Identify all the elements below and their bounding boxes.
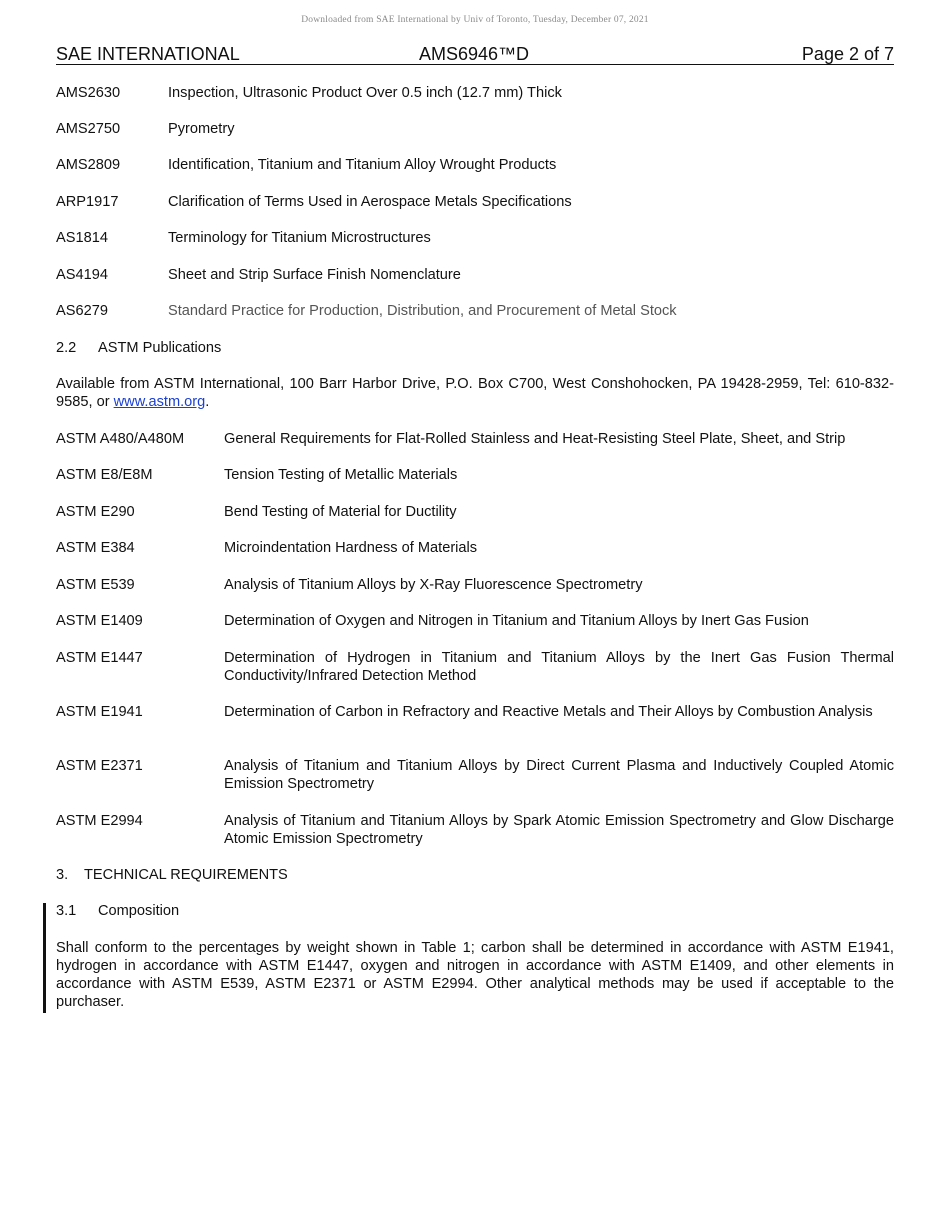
reference-title: Determination of Hydrogen in Titanium and Titanium Alloys by the Inert Gas Fusion Thermal Conductivity/Infrared Detection Method (224, 650, 894, 684)
astm-availability-text: Available from ASTM International, 100 Barr Harbor Drive, P.O. Box C700, West Conshohocken, PA 19428-2959, Tel: 610-832-9585, or (56, 376, 894, 410)
reference-code: ASTM E8/E8M (56, 467, 153, 483)
reference-code: ASTM E539 (56, 577, 135, 593)
section-title: ASTM Publications (98, 340, 222, 356)
reference-code: ARP1917 (56, 194, 119, 210)
reference-title: Analysis of Titanium and Titanium Alloys by Spark Atomic Emission Spectrometry and Glow Discharge Atomic Emission Spectrometry (224, 813, 894, 847)
reference-code: ASTM E1941 (56, 704, 143, 720)
reference-title: Bend Testing of Material for Ductility (224, 504, 457, 520)
reference-title: Pyrometry (168, 121, 235, 137)
section-number: 3.1 (56, 903, 77, 919)
section-number: 3. (56, 867, 69, 883)
header-org: SAE INTERNATIONAL (56, 44, 240, 64)
section-heading-3-1 (56, 902, 179, 920)
reference-title: Determination of Oxygen and Nitrogen in Titanium and Titanium Alloys by Inert Gas Fusion (224, 613, 809, 629)
reference-title: Microindentation Hardness of Materials (224, 540, 478, 556)
reference-code: ASTM E2371 (56, 758, 143, 774)
reference-code: AMS2630 (56, 85, 121, 101)
reference-code: ASTM A480/A480M (56, 431, 185, 447)
reference-title: Analysis of Titanium Alloys by X-Ray Fluorescence Spectrometry (224, 577, 643, 593)
reference-code: AS6279 (56, 303, 108, 319)
reference-title: Identification, Titanium and Titanium Alloy Wrought Products (168, 157, 557, 173)
reference-code: ASTM E1409 (56, 613, 143, 629)
section-heading-3 (56, 866, 288, 884)
astm-website-link[interactable]: www.astm.org (113, 394, 206, 410)
astm-availability-paragraph (56, 375, 894, 411)
section-title: TECHNICAL REQUIREMENTS (84, 867, 288, 883)
section-heading-2-2 (56, 339, 221, 357)
reference-code: AS1814 (56, 230, 108, 246)
reference-title: Clarification of Terms Used in Aerospace Metals Specifications (168, 194, 572, 210)
reference-title: Inspection, Ultrasonic Product Over 0.5 inch (12.7 mm) Thick (168, 85, 562, 101)
astm-availability-end: . (205, 394, 210, 410)
reference-title: Analysis of Titanium and Titanium Alloys by Direct Current Plasma and Inductively Coupled Atomic Emission Spectrometry (224, 758, 894, 792)
reference-title: Sheet and Strip Surface Finish Nomenclature (168, 267, 461, 283)
reference-code: AMS2750 (56, 121, 121, 137)
reference-code: ASTM E1447 (56, 650, 143, 666)
reference-code: ASTM E290 (56, 504, 135, 520)
reference-title: Determination of Carbon in Refractory and Reactive Metals and Their Alloys by Combustion Analysis (224, 704, 873, 720)
reference-title: Standard Practice for Production, Distribution, and Procurement of Metal Stock (168, 303, 677, 319)
page-header (56, 44, 894, 65)
header-doc-id: AMS6946™D (419, 44, 530, 64)
header-page-number: Page 2 of 7 (801, 44, 894, 64)
reference-title: General Requirements for Flat-Rolled Stainless and Heat-Resisting Steel Plate, Sheet, and Strip (224, 431, 846, 447)
reference-code: AMS2809 (56, 157, 121, 173)
reference-code: ASTM E384 (56, 540, 135, 556)
reference-title: Terminology for Titanium Microstructures (168, 230, 431, 246)
reference-code: AS4194 (56, 267, 108, 283)
section-title: Composition (98, 903, 180, 919)
section-number: 2.2 (56, 340, 77, 356)
composition-paragraph: Shall conform to the percentages by weight shown in Table 1; carbon shall be determined in accordance with ASTM E1941, hydrogen in accordance with ASTM E1447, oxygen and nitrogen in accordance with ASTM E1409, and other elements in accordance with ASTM E539, ASTM E2371 or ASTM E2994. Other analytical methods may be used if acceptable to the purchaser. (56, 940, 894, 1010)
download-watermark: Downloaded from SAE International by Univ of Toronto, Tuesday, December 07, 2021 (301, 15, 649, 25)
reference-code: ASTM E2994 (56, 813, 143, 829)
reference-title: Tension Testing of Metallic Materials (224, 467, 458, 483)
revision-change-bar (43, 903, 46, 1013)
